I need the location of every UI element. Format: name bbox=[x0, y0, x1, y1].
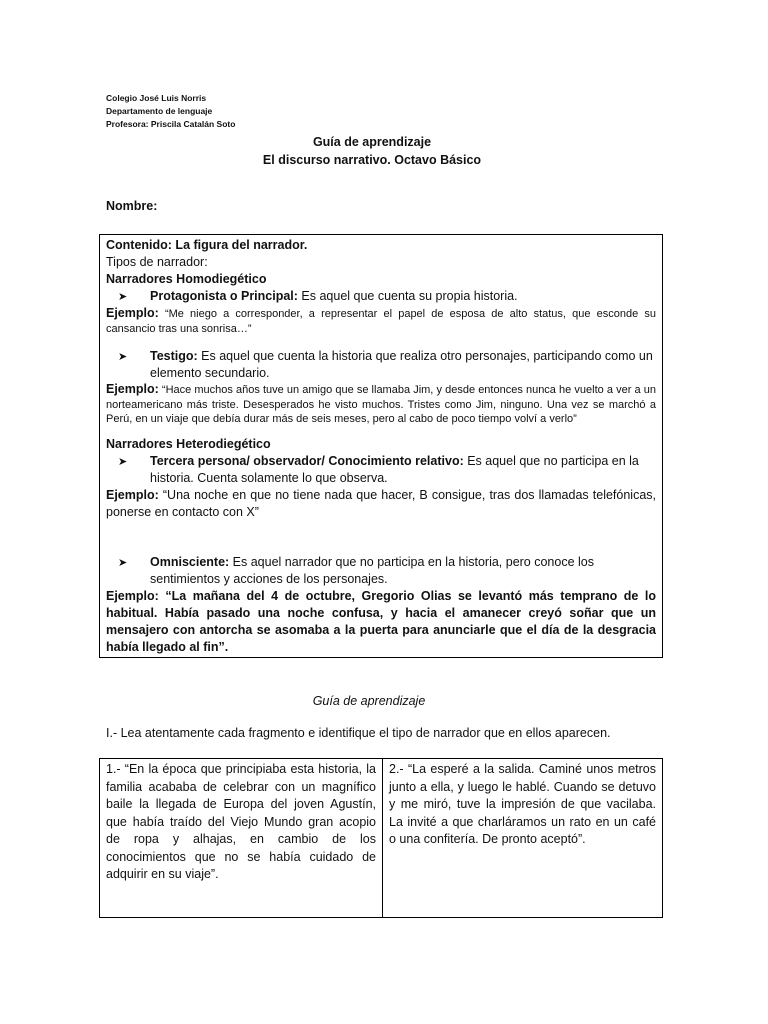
bullet-protagonista bbox=[118, 288, 656, 306]
example-1-text: “Me niego a corresponder, a representar el papel de esposa de alto status, que esconde su cansancio tras una sonrisa…” bbox=[106, 308, 656, 335]
contenido-heading: Contenido: La figura del narrador. bbox=[106, 238, 308, 252]
fragments-table bbox=[99, 758, 663, 918]
example-3 bbox=[106, 487, 656, 521]
example-4-label: Ejemplo: bbox=[106, 588, 159, 603]
example-1 bbox=[106, 306, 656, 336]
heterodiegetic-heading: Narradores Heterodiegético bbox=[106, 436, 271, 451]
example-3-label: Ejemplo: bbox=[106, 487, 159, 502]
bullet-testigo bbox=[118, 348, 656, 382]
document-header bbox=[106, 92, 235, 131]
arrowhead-bullet-icon: ➤ bbox=[118, 291, 128, 303]
testigo-text: Es aquel que cuenta la historia que realiza otro personajes, participando como un elemento secundario. bbox=[150, 349, 653, 380]
department-name: Departamento de lenguaje bbox=[106, 106, 213, 116]
example-1-label: Ejemplo: bbox=[106, 306, 159, 320]
content-box bbox=[99, 234, 663, 658]
example-2-label: Ejemplo: bbox=[106, 382, 159, 396]
title-line-1: Guía de aprendizaje bbox=[312, 135, 432, 149]
arrowhead-bullet-icon: ➤ bbox=[118, 455, 128, 468]
section-2-title: Guía de aprendizaje bbox=[312, 694, 426, 708]
instruction-text: I.- Lea atentamente cada fragmento e identifique el tipo de narrador que en ellos aparecen. bbox=[106, 726, 611, 740]
omnisciente-text: Es aquel narrador que no participa en la historia, pero conoce los sentimientos y acciones de los personajes. bbox=[150, 554, 594, 586]
fragment-cell-2: 2.- “La esperé a la salida. Caminé unos metros junto a ella, y luego le hablé. Cuando se detuvo y me miró, tuve la impresión de que vacilaba. La invité a que charláramos un rato en un café o una confitería. De pronto aceptó”. bbox=[389, 762, 656, 846]
example-4 bbox=[106, 588, 656, 656]
protagonista-label: Protagonista o Principal: bbox=[150, 289, 298, 303]
example-2 bbox=[106, 382, 656, 427]
school-name: Colegio José Luis Norris bbox=[106, 93, 207, 103]
testigo-label: Testigo: bbox=[150, 349, 198, 363]
protagonista-text: Es aquel que cuenta su propia historia. bbox=[297, 289, 518, 303]
tercera-label: Tercera persona/ observador/ Conocimiento relativo: bbox=[150, 453, 464, 468]
example-2-text: “Hace muchos años tuve un amigo que se llamaba Jim, y desde entonces nunca he vuelto a ver a un norteamericano más triste. Desesperados he visto muchos. Tristes como Jim, ninguno. Una vez se marchó a Perú, en un viaje que debía durar más de seis meses, pero al cabo de poco tiempo volví a verlo” bbox=[106, 384, 656, 425]
teacher-name: Profesora: Priscila Catalán Soto bbox=[106, 119, 236, 129]
bullet-omnisciente bbox=[118, 554, 656, 588]
arrowhead-bullet-icon: ➤ bbox=[118, 351, 128, 363]
bullet-tercera-persona bbox=[118, 453, 656, 487]
arrowhead-bullet-icon: ➤ bbox=[118, 556, 128, 569]
nombre-label: Nombre: bbox=[106, 199, 158, 213]
title-line-2: El discurso narrativo. Octavo Básico bbox=[262, 153, 482, 167]
fragment-cell-1: 1.- “En la época que principiaba esta historia, la familia acababa de celebrar con un magnífico baile la llegada de Europa del joven Agustín, que había traído del Viejo Mundo gran acopio de ropa y alhajas, en cambio de los conocimientos que no se había cuidado de adquirir en su viaje”. bbox=[100, 759, 383, 917]
example-4-text: “La mañana del 4 de octubre, Gregorio Olias se levantó más temprano de lo habitual. Había pasado una noche confusa, y hacia el amanecer creyó soñar que un mensajero con antorcha se asomaba a la puerta para anunciarle que el día de la desgracia había llegado al fin”. bbox=[106, 588, 656, 654]
document-title bbox=[0, 133, 768, 169]
example-3-text: “Una noche en que no tiene nada que hacer, B consigue, tras dos llamadas telefónicas, ponerse en contacto con X” bbox=[106, 487, 656, 519]
tipos-label: Tipos de narrador: bbox=[106, 255, 208, 269]
omnisciente-label: Omnisciente: bbox=[150, 554, 230, 569]
tercera-text: Es aquel que no participa en la historia. Cuenta solamente lo que observa. bbox=[150, 453, 639, 485]
homodiegetic-heading: Narradores Homodiegético bbox=[106, 272, 267, 286]
